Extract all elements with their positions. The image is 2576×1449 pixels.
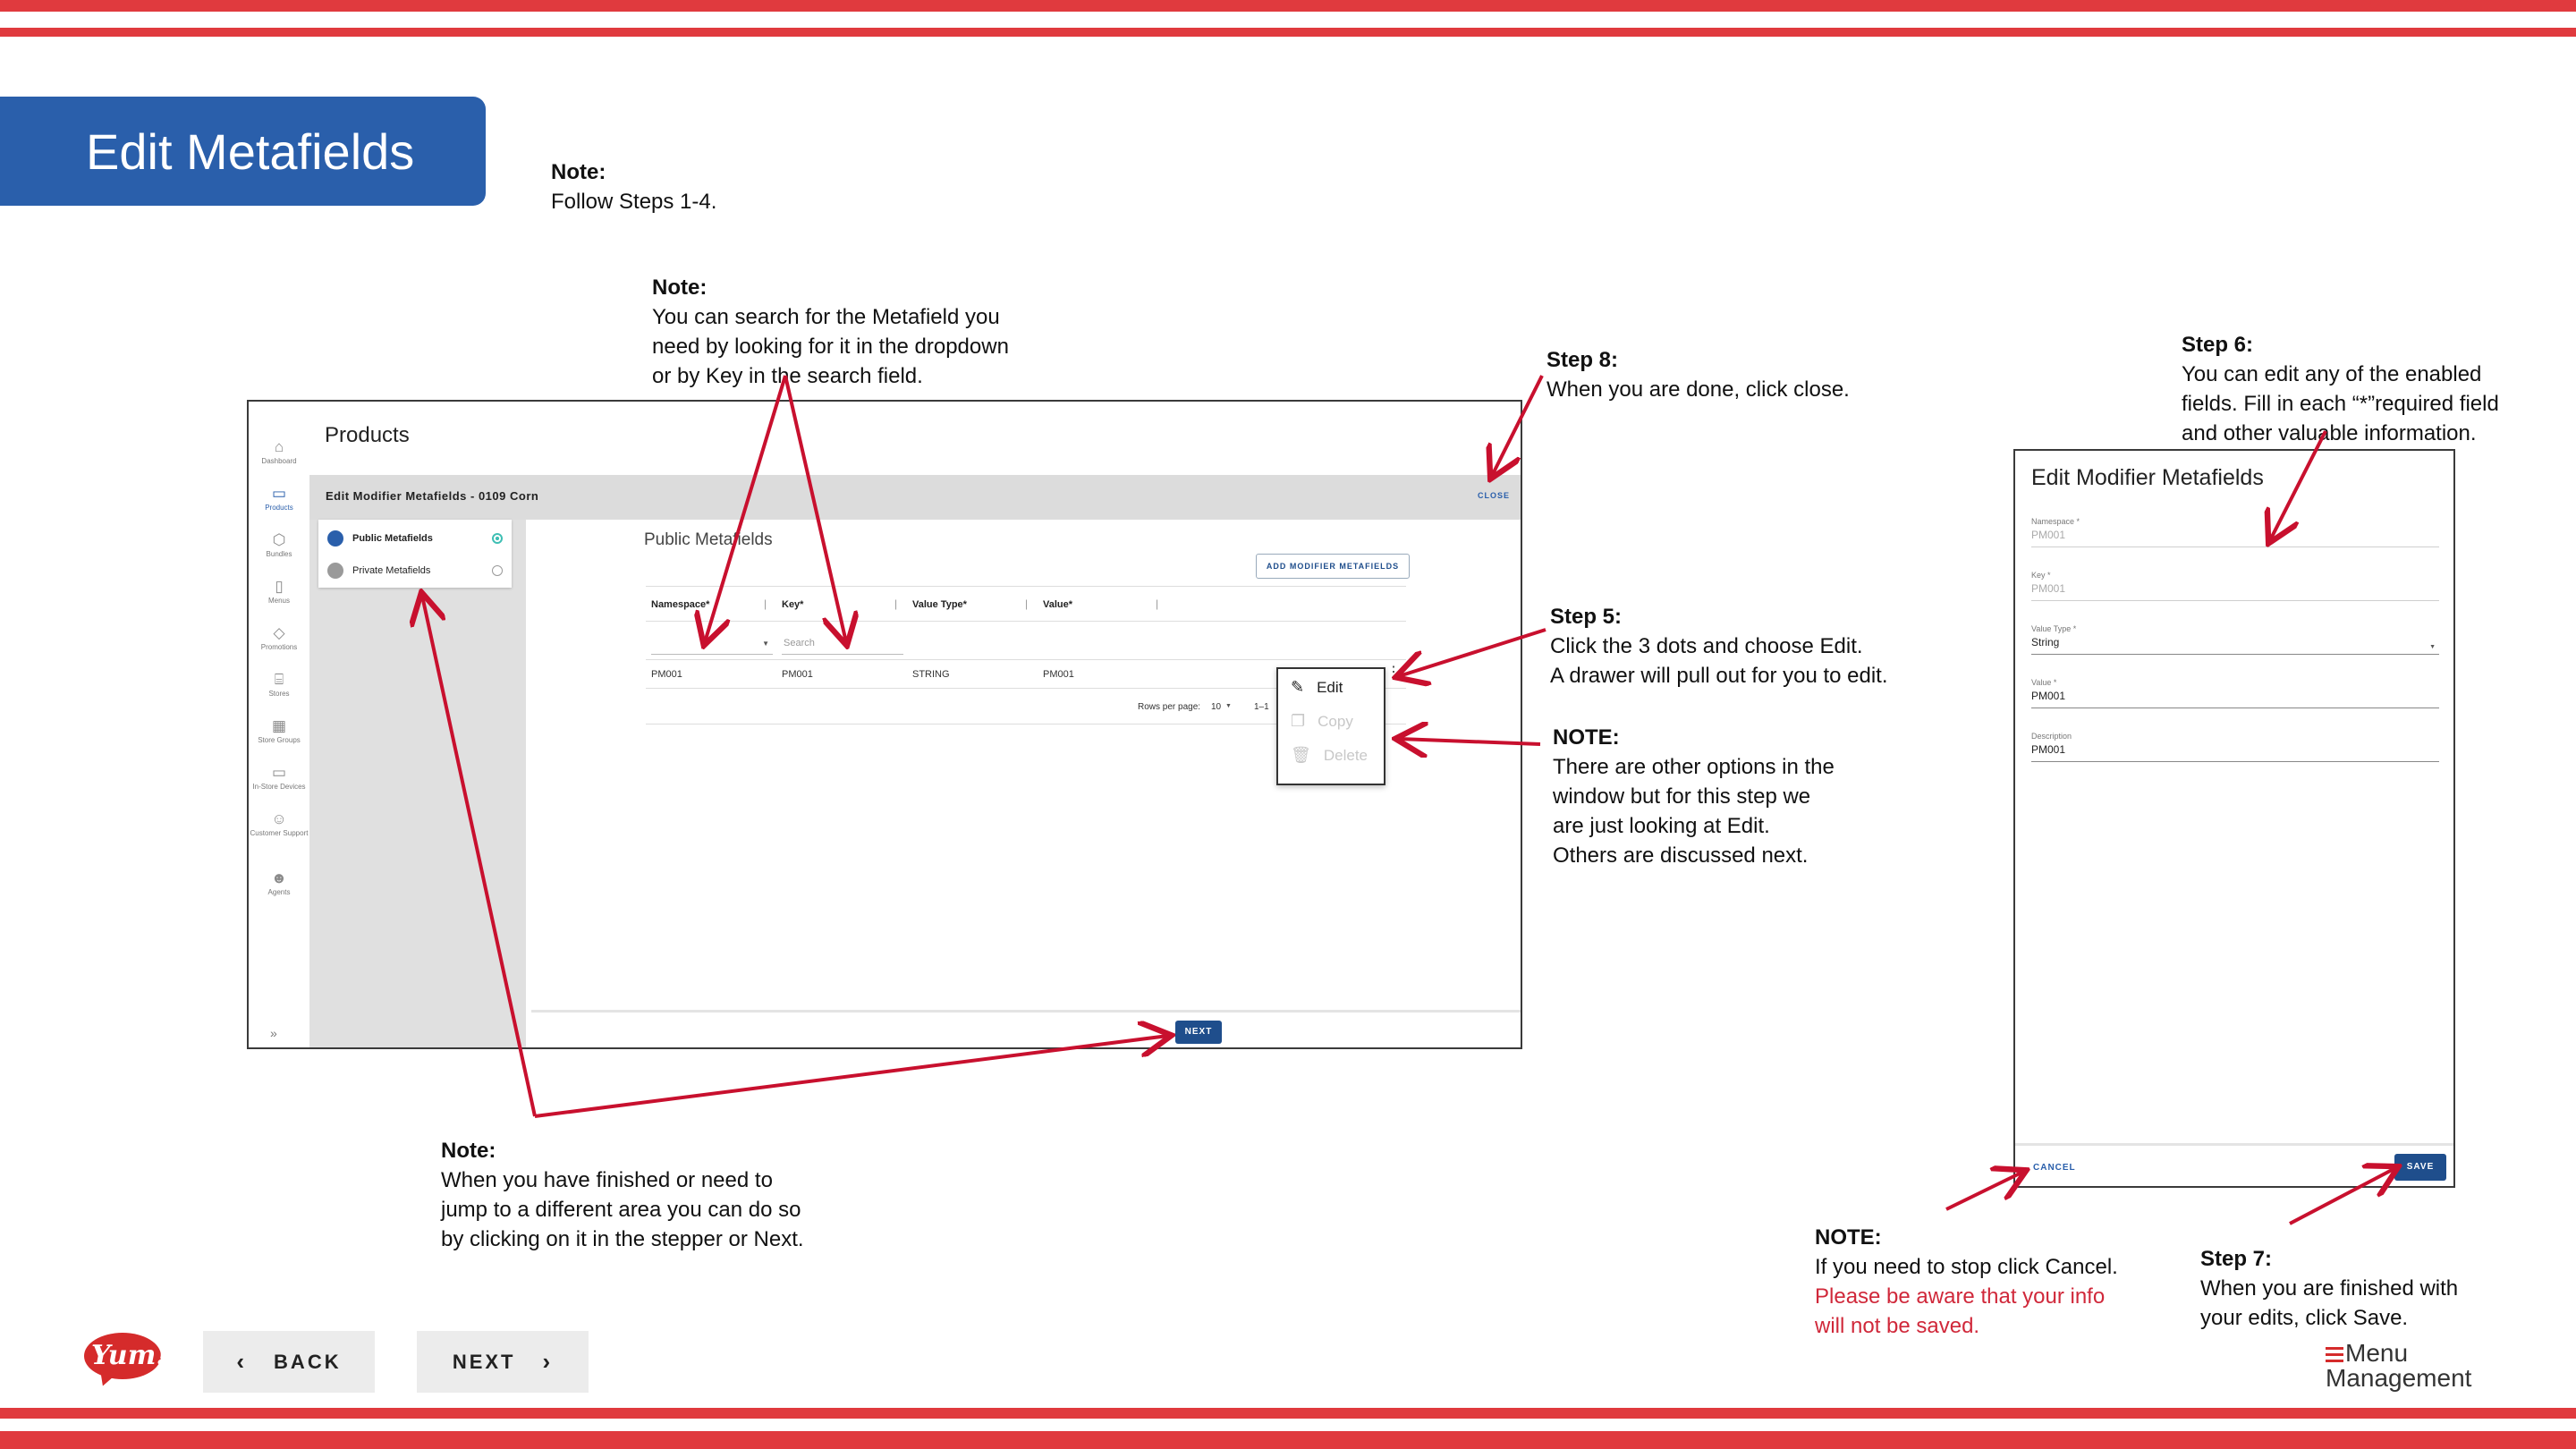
rail-label: Bundles xyxy=(266,550,292,558)
box-icon: ▭ xyxy=(271,485,287,502)
arrow-other-options xyxy=(1399,739,1540,744)
back-button[interactable] xyxy=(203,1331,375,1393)
arrow-next xyxy=(535,1036,1168,1116)
cell-key: PM001 xyxy=(782,669,813,680)
next-button[interactable] xyxy=(417,1331,589,1393)
back-label: BACK xyxy=(274,1350,342,1373)
note-text: Follow Steps 1-4. xyxy=(551,190,717,214)
col-namespace: Namespace* xyxy=(651,599,710,610)
note-title: Note: xyxy=(441,1139,496,1163)
note-text: When you are finished with your edits, click Save. xyxy=(2200,1276,2459,1330)
description-input[interactable]: PM001 xyxy=(2031,743,2066,756)
note-text: When you are done, click close. xyxy=(1546,377,1850,402)
note-text: You can search for the Metafield you need by looking for it in the dropdown or by Key in the search field. xyxy=(652,305,1009,388)
search-placeholder: Search xyxy=(784,638,815,648)
chevron-down-icon: ▼ xyxy=(2429,644,2436,650)
cell-value-type: STRING xyxy=(912,669,950,680)
stepper-label: Public Metafields xyxy=(352,533,433,544)
section-title: Public Metafields xyxy=(644,530,773,549)
edit-icon: ✎ xyxy=(1291,678,1305,696)
next-label: NEXT xyxy=(452,1350,516,1373)
note-text: If you need to stop click Cancel. xyxy=(1815,1255,2118,1279)
slide-title: Edit Metafields xyxy=(0,97,486,206)
logo-text: Yum! xyxy=(91,1340,168,1371)
drawer-header-title: Edit Modifier Metafields - 0109 Corn xyxy=(326,489,539,503)
expand-rail-icon[interactable]: » xyxy=(270,1026,277,1040)
arrow-stepper xyxy=(422,596,535,1116)
store-icon: ⌸ xyxy=(274,671,284,688)
pagination-range: 1–1 xyxy=(1254,702,1269,712)
field-label: Value Type * xyxy=(2031,624,2077,633)
home-icon: ⌂ xyxy=(274,438,284,455)
col-resize-icon: | xyxy=(894,597,898,610)
rail-label: Customer Support xyxy=(250,829,309,837)
arrow-close xyxy=(1492,376,1542,476)
note-text: Click the 3 dots and choose Edit. A drawer will pull out for you to edit. xyxy=(1550,634,1888,688)
chevron-down-icon: ▼ xyxy=(762,640,769,648)
col-resize-icon: | xyxy=(764,597,767,610)
rows-per-page-select[interactable]: 10 xyxy=(1211,702,1222,712)
stepper-label: Private Metafields xyxy=(352,565,431,576)
col-value-type: Value Type* xyxy=(912,599,967,610)
col-value: Value* xyxy=(1043,599,1073,610)
brand-line2: Management xyxy=(2326,1364,2472,1392)
menu-management-logo xyxy=(2326,1340,2487,1394)
note-text: When you have finished or need to jump to a different area you can do so by clicking on it in the stepper or Next. xyxy=(441,1168,804,1251)
note-title: Step 6: xyxy=(2182,333,2254,357)
arrow-search-key xyxy=(785,376,846,642)
drawer-title: Edit Modifier Metafields xyxy=(2031,465,2264,490)
rail-label: Promotions xyxy=(260,643,298,651)
copy-icon: ❐ xyxy=(1291,712,1306,730)
support-icon: ☺ xyxy=(271,810,287,827)
col-resize-icon: | xyxy=(1156,597,1159,610)
rail-label: Products xyxy=(265,504,293,512)
more-options-icon[interactable]: ⋮ xyxy=(1386,665,1401,680)
chevron-down-icon: ▼ xyxy=(1225,703,1232,709)
chevron-right-icon: › xyxy=(542,1348,554,1375)
value-type-select[interactable]: String xyxy=(2031,636,2060,648)
monitor-icon: ▭ xyxy=(271,764,287,781)
note-title: NOTE: xyxy=(1553,725,1620,750)
arrow-cancel xyxy=(1946,1172,2023,1209)
cube-icon: ⬡ xyxy=(272,531,286,548)
note-title: Note: xyxy=(652,275,708,300)
note-text: You can edit any of the enabled fields. Fill in each “*”required field and other valuable information. xyxy=(2182,362,2499,445)
field-label: Key * xyxy=(2031,571,2051,580)
field-label: Value * xyxy=(2031,678,2057,687)
chevron-left-icon: ‹ xyxy=(236,1348,248,1375)
arrow-step6 xyxy=(2270,431,2326,540)
arrow-save xyxy=(2290,1168,2395,1224)
rail-label: Agents xyxy=(267,888,291,896)
note-title: NOTE: xyxy=(1815,1225,1882,1250)
save-button[interactable]: SAVE xyxy=(2394,1154,2446,1181)
close-button[interactable]: CLOSE xyxy=(1477,491,1510,500)
cell-namespace: PM001 xyxy=(651,669,682,680)
rail-label: Dashboard xyxy=(261,457,297,465)
rail-label: Store Groups xyxy=(258,736,301,744)
value-input[interactable]: PM001 xyxy=(2031,690,2066,702)
menu-label: Edit xyxy=(1317,678,1343,696)
add-modifier-metafields-button[interactable]: ADD MODIFIER METAFIELDS xyxy=(1256,554,1410,579)
rail-label: Stores xyxy=(268,690,290,698)
rail-label: In-Store Devices xyxy=(252,783,306,791)
col-key: Key* xyxy=(782,599,804,610)
note-text: There are other options in the window but for this step we are just looking at Edit. Others are discussed next. xyxy=(1553,755,1835,868)
cell-value: PM001 xyxy=(1043,669,1074,680)
arrow-three-dots xyxy=(1399,630,1546,676)
field-label: Namespace * xyxy=(2031,517,2080,526)
note-warning: Please be aware that your info will not be saved. xyxy=(1815,1284,2106,1338)
col-resize-icon: | xyxy=(1025,597,1029,610)
document-icon: ▯ xyxy=(275,578,284,595)
rail-label: Menus xyxy=(267,597,290,605)
namespace-input: PM001 xyxy=(2031,529,2066,541)
menu-label: Delete xyxy=(1323,746,1368,764)
rows-per-page-label: Rows per page: xyxy=(1138,702,1201,712)
tag-icon: ◇ xyxy=(273,624,285,641)
note-title: Step 7: xyxy=(2200,1247,2273,1271)
field-label: Description xyxy=(2031,732,2072,741)
grid-icon: ▦ xyxy=(271,717,287,734)
key-input: PM001 xyxy=(2031,582,2066,595)
note-title: Step 5: xyxy=(1550,605,1623,629)
hamburger-icon xyxy=(2326,1347,2343,1362)
menu-label: Copy xyxy=(1318,712,1353,730)
delete-icon: 🗑 xyxy=(1291,746,1311,764)
yum-logo xyxy=(84,1333,168,1388)
note-title: Note: xyxy=(551,160,606,184)
brand-line1: Menu xyxy=(2345,1339,2409,1367)
people-icon: ☻ xyxy=(271,869,287,886)
note-title: Step 8: xyxy=(1546,348,1619,372)
arrow-search-dropdown xyxy=(705,376,785,642)
cancel-button[interactable]: CANCEL xyxy=(2033,1163,2076,1173)
next-step-button[interactable]: NEXT xyxy=(1175,1021,1222,1044)
page-title: Products xyxy=(325,423,410,447)
